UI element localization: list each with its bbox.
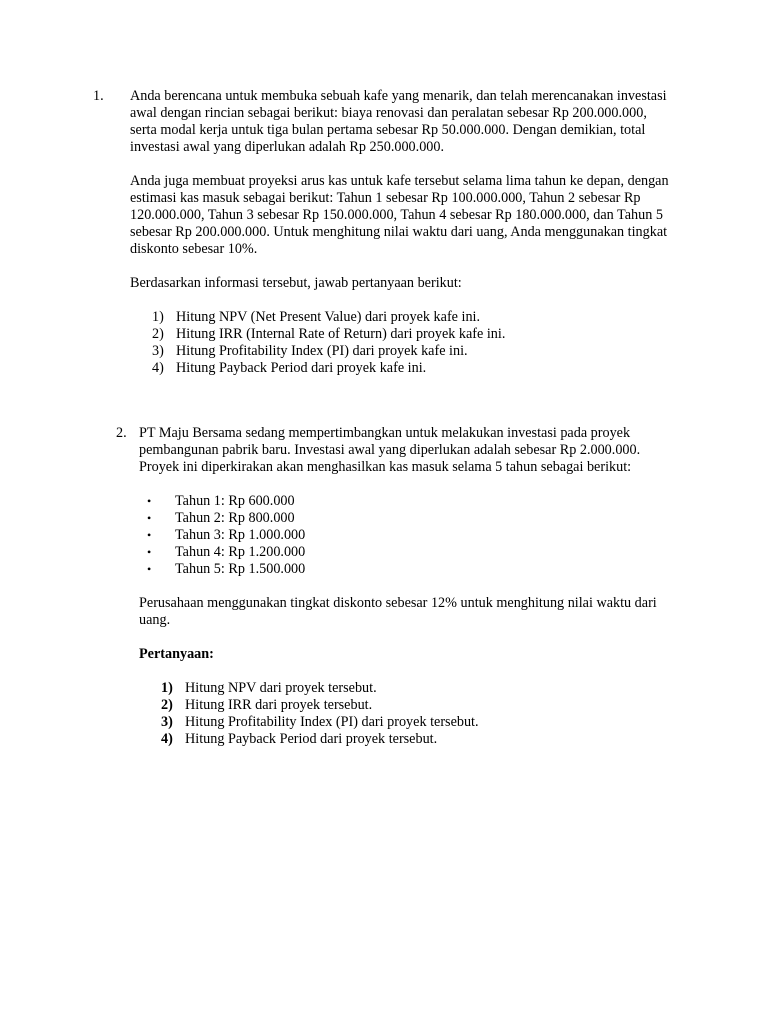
bullet-icon: • xyxy=(147,511,152,525)
question-1-paragraph-1: Anda berencana untuk membuka sebuah kafe yang menarik, dan telah merencanakan investasi awal dengan rincian sebagai berikut: biaya renovasi dan peralatan sebesar Rp 200.000.000, serta modal kerja untuk tiga bulan pertama sebesar Rp 50.000.000. Dengan demikian, total investasi awal yang diperlukan adalah Rp 250.000.000. xyxy=(130,88,667,155)
list-item-label: 3) xyxy=(161,714,173,730)
question-2-paragraph-1: PT Maju Bersama sedang mempertimbangkan untuk melakukan investasi pada proyek pembangunan pabrik baru. Investasi awal yang diperlukan adalah sebesar Rp 2.000.000. Proyek ini diperkirakan akan menghasilkan kas masuk selama 5 tahun sebagai berikut: xyxy=(139,425,641,475)
list-item-label: 1) xyxy=(161,680,173,696)
bullet-icon: • xyxy=(147,528,152,542)
list-item-text: Hitung Profitability Index (PI) dari proyek tersebut. xyxy=(185,714,479,730)
list-item-label: 4) xyxy=(161,731,173,747)
list-item-text: Hitung NPV (Net Present Value) dari proyek kafe ini. xyxy=(176,309,481,325)
question-2-number: 2. xyxy=(116,425,127,441)
list-item-text: Hitung IRR (Internal Rate of Return) dari proyek kafe ini. xyxy=(176,326,506,342)
list-item xyxy=(161,680,679,697)
list-item-text: Hitung IRR dari proyek tersebut. xyxy=(185,697,373,713)
list-item xyxy=(152,326,675,343)
bullet-text: Tahun 2: Rp 800.000 xyxy=(175,510,295,526)
list-item-text: Hitung NPV dari proyek tersebut. xyxy=(185,680,377,696)
bullet-item xyxy=(147,527,679,544)
list-item-label: 3) xyxy=(152,343,164,359)
list-item-label: 2) xyxy=(161,697,173,713)
cashflow-bullet-list xyxy=(147,493,679,578)
bullet-text: Tahun 4: Rp 1.200.000 xyxy=(175,544,306,560)
list-item xyxy=(152,360,675,377)
bullet-text: Tahun 1: Rp 600.000 xyxy=(175,493,295,509)
bullet-item xyxy=(147,561,679,578)
list-item-text: Hitung Payback Period dari proyek tersebut. xyxy=(185,731,438,747)
question-2-paragraph-2: Perusahaan menggunakan tingkat diskonto sebesar 12% untuk menghitung nilai waktu dari uang. xyxy=(139,595,657,628)
list-item-text: Hitung Profitability Index (PI) dari proyek kafe ini. xyxy=(176,343,468,359)
question-2 xyxy=(0,425,768,748)
bullet-icon: • xyxy=(147,494,152,508)
question-2-body xyxy=(139,425,679,748)
bullet-icon: • xyxy=(147,545,152,559)
bullet-icon: • xyxy=(147,562,152,576)
bullet-text: Tahun 5: Rp 1.500.000 xyxy=(175,561,306,577)
list-item-label: 1) xyxy=(152,309,164,325)
list-item xyxy=(152,343,675,360)
list-item xyxy=(152,309,675,326)
question-1-paragraph-3: Berdasarkan informasi tersebut, jawab pertanyaan berikut: xyxy=(130,275,462,291)
question-1 xyxy=(0,88,768,377)
list-item xyxy=(161,731,679,748)
list-item xyxy=(161,714,679,731)
question-1-subquestions xyxy=(152,309,675,377)
list-item xyxy=(161,697,679,714)
question-1-body xyxy=(130,88,675,377)
bullet-text: Tahun 3: Rp 1.000.000 xyxy=(175,527,306,543)
list-item-label: 4) xyxy=(152,360,164,376)
question-2-subquestions xyxy=(161,680,679,748)
bullet-item xyxy=(147,544,679,561)
questions-heading: Pertanyaan: xyxy=(139,646,214,662)
question-1-paragraph-2: Anda juga membuat proyeksi arus kas untuk kafe tersebut selama lima tahun ke depan, dengan estimasi kas masuk sebagai berikut: Tahun 1 sebesar Rp 100.000.000, Tahun 2 sebesar Rp 120.000.000, Tahun 3 sebesar Rp 150.000.000, Tahun 4 sebesar Rp 180.000.000, dan Tahun 5 sebesar Rp 200.000.000. Untuk menghitung nilai waktu dari uang, Anda menggunakan tingkat diskonto sebesar 10%. xyxy=(130,173,669,257)
bullet-item xyxy=(147,510,679,527)
bullet-item xyxy=(147,493,679,510)
question-1-number: 1. xyxy=(93,88,104,104)
list-item-label: 2) xyxy=(152,326,164,342)
list-item-text: Hitung Payback Period dari proyek kafe ini. xyxy=(176,360,427,376)
